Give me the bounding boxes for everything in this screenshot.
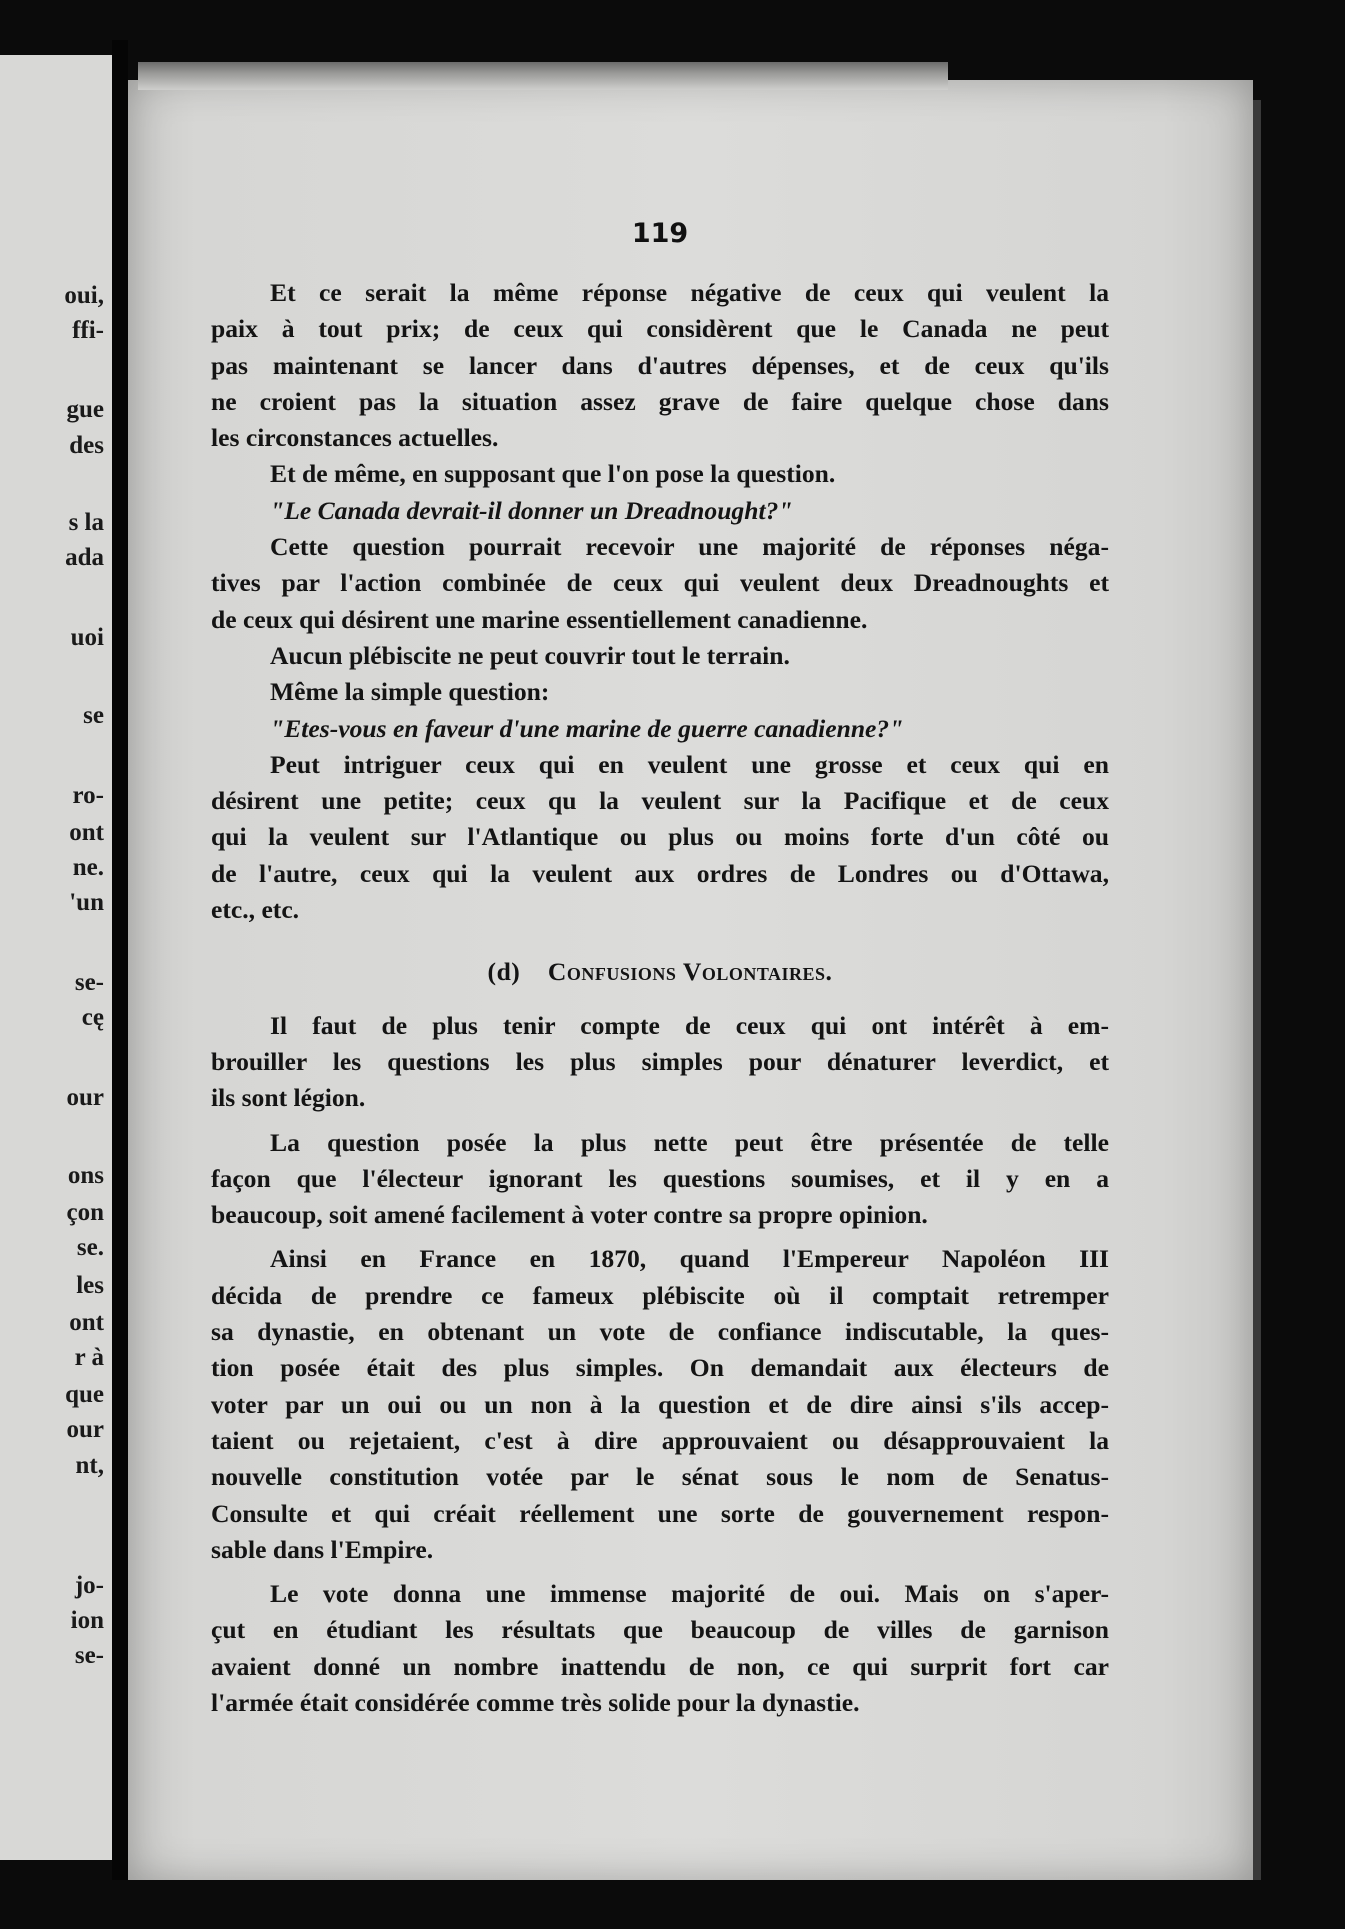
page-body <box>211 275 1109 1721</box>
paragraph <box>211 1241 1109 1568</box>
page-number: 119 <box>631 218 689 249</box>
line: Cette question pourrait recevoir une majorité de réponses néga- <box>270 532 1109 562</box>
line: Ainsi en France en 1870, quand l'Empereur Napoléon III <box>270 1244 1109 1274</box>
line: avaient donné un nombre inattendu de non, ce qui surprit fort car <box>211 1651 1109 1681</box>
left-fragment: jo- <box>74 1572 104 1599</box>
line: de l'autre, ceux qui la veulent aux ordres de Londres ou d'Ottawa, <box>211 858 1109 888</box>
line: Aucun plébiscite ne peut couvrir tout le terrain. <box>270 640 790 670</box>
line: Même la simple question: <box>270 677 550 707</box>
paragraph <box>211 1008 1109 1117</box>
left-fragment: ne. <box>72 854 104 881</box>
line: sa dynastie, en obtenant un vote de confiance indiscutable, la ques- <box>211 1317 1109 1347</box>
line: voter par un oui ou un non à la question et de dire ainsi s'ils accep- <box>211 1389 1109 1419</box>
line: La question posée la plus nette peut être présentée de telle <box>270 1127 1109 1157</box>
paragraph <box>211 638 1109 674</box>
line: de ceux qui désirent une marine essentiellement canadienne. <box>211 604 868 634</box>
line: Consulte et qui créait réellement une sorte de gouvernement respon- <box>211 1498 1109 1528</box>
adjacent-page-fragment <box>0 55 112 1860</box>
left-fragment: 'un <box>69 889 104 916</box>
left-fragment: gue <box>66 396 104 423</box>
section-label: (d) <box>487 957 521 987</box>
left-fragment: ont <box>69 819 104 846</box>
left-fragment: que <box>65 1381 104 1408</box>
left-fragment: our <box>66 1416 104 1443</box>
left-fragment: our <box>66 1084 104 1111</box>
line: ne croient pas la situation assez grave de faire quelque chose dans <box>211 386 1109 416</box>
line: çut en étudiant les résultats que beaucoup de villes de garnison <box>211 1615 1109 1645</box>
left-fragment: uoi <box>70 624 104 651</box>
paragraph <box>211 747 1109 928</box>
left-fragment: se- <box>74 1642 104 1669</box>
line: Le vote donna une immense majorité de oui. Mais on s'aper- <box>270 1579 1109 1609</box>
line: Peut intriguer ceux qui en veulent une grosse et ceux qui en <box>270 749 1109 779</box>
section-title: Confusions Volontaires. <box>547 957 833 987</box>
left-fragment: çon <box>66 1199 104 1226</box>
line: Et de même, en supposant que l'on pose la question. <box>270 459 836 489</box>
paragraph <box>211 275 1109 456</box>
paragraph <box>211 1576 1109 1721</box>
left-fragment: des <box>69 432 104 459</box>
left-fragment: cę <box>81 1004 104 1031</box>
left-fragment: les <box>76 1272 104 1299</box>
quoted-question <box>211 711 1109 747</box>
line: "Le Canada devrait-il donner un Dreadnought?" <box>270 495 793 525</box>
line: décida de prendre ce fameux plébiscite où il comptait retremper <box>211 1280 1109 1310</box>
paragraph <box>211 456 1109 492</box>
line: qui la veulent sur l'Atlantique ou plus ou moins forte d'un côté ou <box>211 822 1109 852</box>
line: tives par l'action combinée de ceux qui veulent deux Dreadnoughts et <box>211 568 1109 598</box>
left-fragment: nt, <box>75 1452 104 1479</box>
left-fragment: se <box>83 702 104 729</box>
left-fragment: ons <box>67 1162 104 1189</box>
line: sable dans l'Empire. <box>211 1534 434 1564</box>
line: tion posée était des plus simples. On demandait aux électeurs de <box>211 1353 1109 1383</box>
left-fragment: ffi- <box>72 317 104 344</box>
line: beaucoup, soit amené facilement à voter contre sa propre opinion. <box>211 1200 928 1230</box>
paragraph <box>211 1125 1109 1234</box>
line: brouiller les questions les plus simples pour dénaturer leverdict, et <box>211 1046 1109 1076</box>
line: Il faut de plus tenir compte de ceux qui ont intérêt à em- <box>270 1010 1109 1040</box>
book-gutter <box>112 40 128 1880</box>
line: façon que l'électeur ignorant les questions soumises, et il y en a <box>211 1163 1109 1193</box>
left-fragment: r à <box>74 1344 104 1371</box>
left-fragment: ion <box>70 1607 104 1634</box>
left-fragment: ada <box>65 544 104 571</box>
line: "Etes-vous en faveur d'une marine de guerre canadienne?" <box>270 713 904 743</box>
line: paix à tout prix; de ceux qui considèrent que le Canada ne peut <box>211 314 1109 344</box>
paragraph <box>211 674 1109 710</box>
line: pas maintenant se lancer dans d'autres dépenses, et de ceux qu'ils <box>211 350 1109 380</box>
line: Et ce serait la même réponse négative de ceux qui veulent la <box>270 278 1109 307</box>
line: nouvelle constitution votée par le sénat sous le nom de Senatus- <box>211 1462 1109 1492</box>
left-fragment: se. <box>76 1234 104 1261</box>
paragraph <box>211 529 1109 638</box>
page-right-edge <box>1253 100 1261 1880</box>
line: l'armée était considérée comme très solide pour la dynastie. <box>211 1687 860 1717</box>
left-fragment: se- <box>74 969 104 996</box>
line: les circonstances actuelles. <box>211 423 499 453</box>
left-fragment: s la <box>68 509 104 536</box>
page-top-edge <box>138 62 948 90</box>
quoted-question <box>211 493 1109 529</box>
left-fragment: ont <box>69 1309 104 1336</box>
line: désirent une petite; ceux qu la veulent sur la Pacifique et de ceux <box>211 786 1109 816</box>
line: etc., etc. <box>211 895 300 925</box>
left-fragment: oui, <box>64 282 104 309</box>
line: ils sont légion. <box>211 1083 366 1113</box>
section-heading <box>211 954 1109 990</box>
left-fragment: ro- <box>72 782 104 809</box>
line: taient ou rejetaient, c'est à dire approuvaient ou désapprouvaient la <box>211 1425 1109 1455</box>
